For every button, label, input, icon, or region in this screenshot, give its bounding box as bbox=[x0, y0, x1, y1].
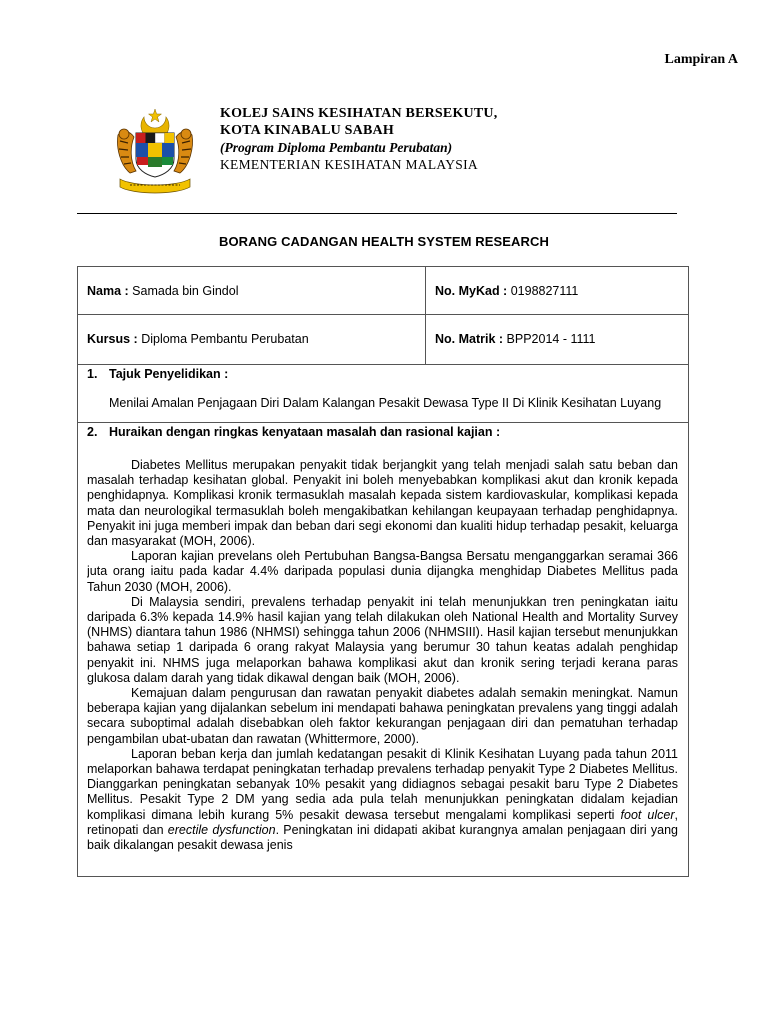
problem-statement-heading: 2. Huraikan dengan ringkas kenyataan masalah dan rasional kajian : bbox=[87, 425, 501, 439]
matric-label: No. Matrik : bbox=[435, 332, 504, 346]
course-label: Kursus : bbox=[87, 332, 138, 346]
course-value: Diploma Pembantu Perubatan bbox=[141, 332, 309, 346]
form-title: BORANG CADANGAN HEALTH SYSTEM RESEARCH bbox=[218, 234, 549, 249]
proposal-form-table bbox=[77, 266, 689, 877]
mykad-label: No. MyKad : bbox=[435, 284, 508, 298]
college-location: KOTA KINABALU SABAH bbox=[220, 123, 394, 138]
coat-of-arms-logo bbox=[114, 107, 196, 195]
problem-statement-body bbox=[87, 446, 678, 876]
name-field bbox=[78, 267, 426, 315]
research-title-heading: 1. Tajuk Penyelidikan : bbox=[87, 367, 229, 381]
mykad-value: 0198827111 bbox=[510, 284, 579, 298]
paragraph: Di Malaysia sendiri, prevalens terhadap penyakit ini telah menunjukkan tren peningkatan iaitu daripada 6.3% kepada 14.9% hasil kajian yang telah dilakukan oleh National Health and Mortality Survey (NHMS) diantara tahun 1986 (NHMSI) sehingga tahun 2006 (NHMSIII). Hasil kajian tersebut menunjukkan bahawa setiap 1 daripada 6 orang rakyat Malaysia yang berumur 30 tahun keatas adalah penghidap penyakit ini. NHMS juga melaporkan bahawa komplikasi akut dan kronik sering terjadi kerana paras glukosa dalam darah yang tidak dikawal dengan baik (MOH, 2006). bbox=[87, 594, 678, 685]
paragraph: Laporan kajian prevelans oleh Pertubuhan Bangsa-Bangsa Bersatu menganggarkan seramai 366 juta orang iaitu pada kadar 4.4% daripada populasi dunia dijangka menghidap Diabetes Mellitus pada Tahun 2030 (MOH, 2006). bbox=[87, 549, 678, 594]
annex-label: Lampiran A bbox=[664, 52, 738, 67]
name-value: Samada bin Gindol bbox=[132, 284, 239, 298]
paragraph: Kemajuan dalam pengurusan dan rawatan penyakit diabetes adalah semakin meningkat. Namun beberapa kajian yang dijalankan sebelum ini mendapati bahawa peningkatan prevalens yang tinggi adalah secara suboptimal adalah disebabkan oleh faktor kekurangan penjagaan diri dan pematuhan terhadap pengambilan ubat-ubatan dan rawatan (Whittermore, 2000). bbox=[87, 686, 678, 746]
problem-statement-section bbox=[78, 423, 689, 877]
paragraph: Diabetes Mellitus merupakan penyakit tidak berjangkit yang telah menjadi salah satu beban dan masalah terhadap kesihatan global. Penyakit ini boleh menyebabkan komplikasi akut dan kronik kepada penghidapnya. Komplikasi kronik termasuklah masalah kepada sistem kardiovaskular, komplikasi kepada mata dan neurologikal termasuklah boleh mengakibatkan kehilangan keupayaan terhadap penghidapnya. Penyakit ini juga memberi impak dan beban dari segi ekonomi dan kualiti hidup terhadap pesakit, keluarga dan masyarakat (MOH, 2006). bbox=[87, 458, 678, 549]
course-field bbox=[78, 315, 426, 365]
research-title-section bbox=[78, 365, 689, 423]
ministry-name: KEMENTERIAN KESIHATAN MALAYSIA bbox=[220, 157, 478, 172]
matric-field bbox=[426, 315, 689, 365]
name-label: Nama : bbox=[87, 284, 129, 298]
college-header bbox=[220, 105, 497, 173]
header-divider bbox=[77, 213, 677, 214]
program-name: (Program Diploma Pembantu Perubatan) bbox=[220, 140, 453, 155]
paragraph: Laporan beban kerja dan jumlah kedatangan pesakit di Klinik Kesihatan Luyang pada tahun 2011 melaporkan bahawa terdapat peningkatan terhadap prevalens terhadap penyakit Type 2 Diabetes Mellitus. Dianggarkan peningkatan sebanyak 10% pesakit yang didiagnos sebagai pesakit baru Type 2 Diabetes Mellitus. Pesakit Type 2 DM yang sedia ada pula telah menunjukkan peningkatan didalam kejadian komplikasi dimana lebih kurang 5% pesakit dewasa tersebut mengalami komplikasi seperti foot ulcer, retinopati dan erectile dysfunction. Peningkatan ini didapati akibat kurangnya amalan penjagaan diri yang baik dikalangan pesakit dewasa jenis bbox=[87, 746, 678, 853]
matric-value: BPP2014 - 1111 bbox=[506, 332, 596, 346]
research-title-text: Menilai Amalan Penjagaan Diri Dalam Kalangan Pesakit Dewasa Type II Di Klinik Kesihatan Luyang bbox=[109, 396, 662, 410]
college-name: KOLEJ SAINS KESIHATAN BERSEKUTU, bbox=[220, 106, 498, 121]
mykad-field bbox=[426, 267, 689, 315]
